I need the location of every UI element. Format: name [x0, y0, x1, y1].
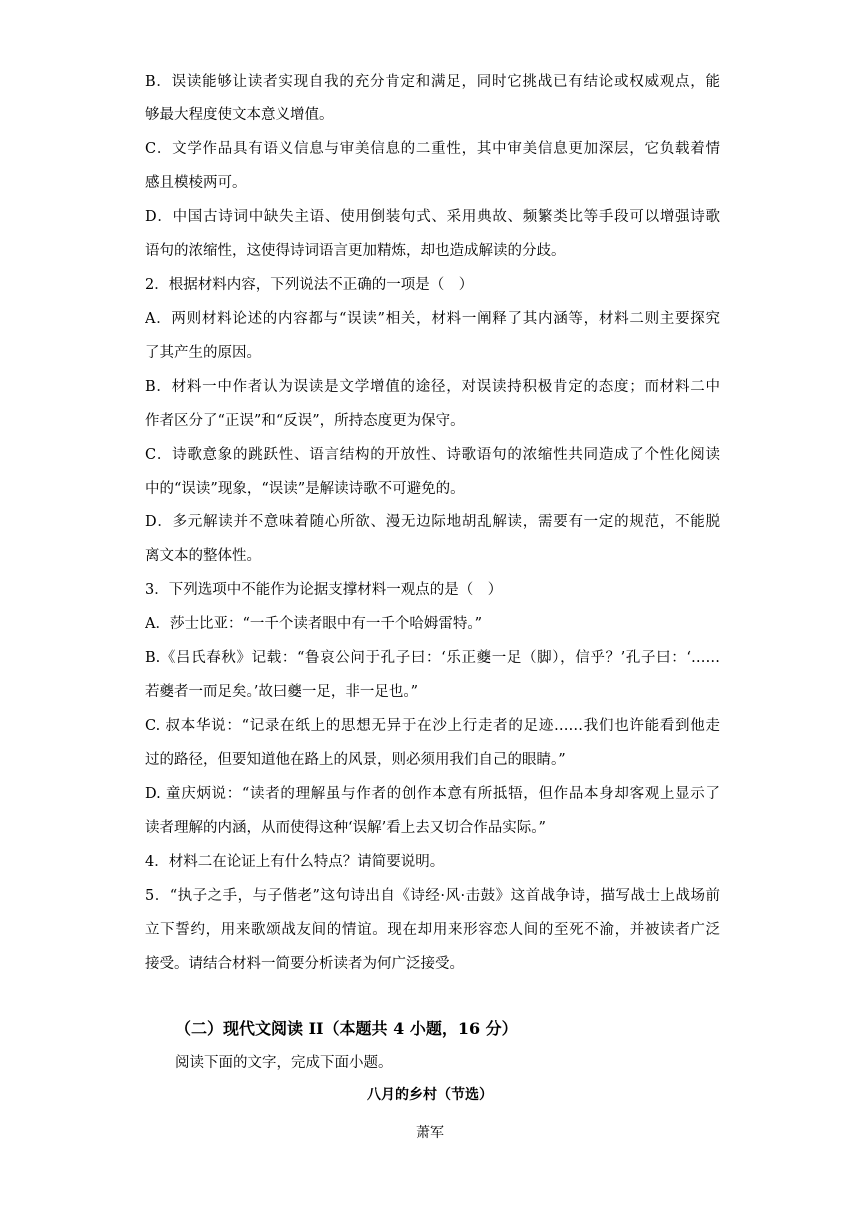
reading-instruction: 阅读下面的文字，完成下面小题。 [175, 1055, 393, 1071]
q3-option-c-line-2: 过的路径，但要知道他在路上的风景，则必须用我们自己的眼睛。” [145, 752, 566, 768]
question-5-line-3: 接受。请结合材料一简要分析读者为何广泛接受。 [145, 956, 464, 972]
q2-option-a-line-1: A．两则材料论述的内容都与“误读”相关，材料一阐释了其内涵等，材料二则主要探究 [145, 311, 720, 327]
question-5-line-1: 5．“执子之手，与子偕老”这句诗出自《诗经·风·击鼓》这首战争诗，描写战士上战场前 [145, 888, 720, 904]
q2-option-b-line-2: 作者区分了“正误”和“反误”，所持态度更为保守。 [145, 413, 465, 429]
q3-option-a: A．莎士比亚：“一千个读者眼中有一千个哈姆雷特。” [145, 616, 483, 632]
q2-option-d-line-1: D．多元解读并不意味着随心所欲、漫无边际地胡乱解读，需要有一定的规范，不能脱 [145, 514, 720, 530]
q2-option-a-line-2: 了其产生的原因。 [145, 345, 261, 361]
option-d-line-1: D．中国古诗词中缺失主语、使用倒装句式、采用典故、频繁类比等手段可以增强诗歌 [145, 209, 720, 225]
q2-option-b-line-1: B．材料一中作者认为误读是文学增值的途径，对误读持积极肯定的态度；而材料二中 [145, 379, 720, 395]
q2-option-c-line-2: 中的“误读”现象，“误读”是解读诗歌不可避免的。 [145, 481, 465, 497]
article-author: 萧军 [416, 1125, 444, 1141]
article-title: 八月的乡村（节选） [367, 1087, 493, 1103]
question-5-line-2: 立下誓约，用来歌颂战友间的情谊。现在却用来形容恋人间的至死不渝，并被读者广泛 [145, 922, 720, 938]
option-b-line-1: B．误读能够让读者实现自我的充分肯定和满足，同时它挑战已有结论或权威观点，能 [145, 74, 720, 90]
q3-option-b-line-1: B.《吕氏春秋》记载：“鲁哀公问于孔子曰：‘乐正夔一足（脚），信乎？’孔子曰：‘…… [145, 650, 720, 666]
section-heading: （二）现代文阅读 II（本题共 4 小题，16 分） [175, 1019, 518, 1038]
question-4: 4．材料二在论证上有什么特点？请简要说明。 [145, 854, 445, 870]
option-c-line-1: C．文学作品具有语义信息与审美信息的二重性，其中审美信息更加深层，它负载着情 [145, 141, 720, 157]
q2-option-d-line-2: 离文本的整体性。 [145, 548, 261, 564]
question-2: 2．根据材料内容，下列说法不正确的一项是（ ） [145, 277, 474, 293]
q3-option-c-line-1: C. 叔本华说：“记录在纸上的思想无异于在沙上行走者的足迹……我们也许能看到他走 [145, 718, 720, 734]
q3-option-b-line-2: 若夔者一而足矣。’故曰夔一足，非一足也。” [145, 684, 419, 700]
q3-option-d-line-2: 读者理解的内涵，从而使得这种‘误解’看上去又切合作品实际。” [145, 820, 546, 836]
question-3: 3．下列选项中不能作为论据支撑材料一观点的是（ ） [145, 582, 503, 598]
option-d-line-2: 语句的浓缩性，这使得诗词语言更加精炼，却也造成解读的分歧。 [145, 243, 566, 259]
q3-option-d-line-1: D. 童庆炳说：“读者的理解虽与作者的创作本意有所抵牾，但作品本身却客观上显示了 [145, 786, 720, 802]
q2-option-c-line-1: C．诗歌意象的跳跃性、语言结构的开放性、诗歌语句的浓缩性共同造成了个性化阅读 [145, 447, 720, 463]
option-c-line-2: 感且模棱两可。 [145, 175, 247, 191]
option-b-line-2: 够最大程度使文本意义增值。 [145, 107, 334, 123]
